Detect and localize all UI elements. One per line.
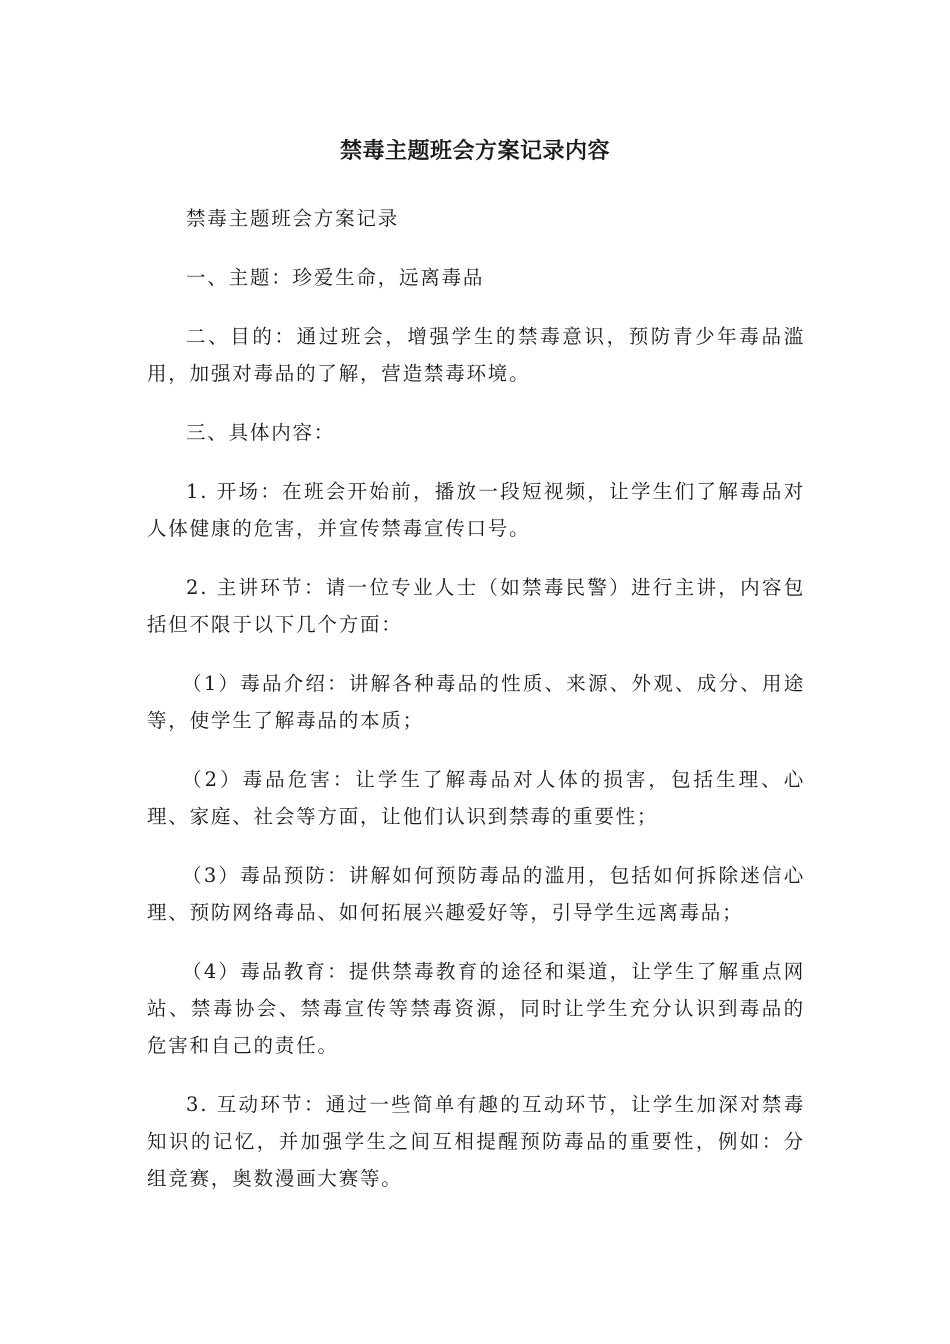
paragraph-content-heading: 三、具体内容： bbox=[186, 421, 336, 444]
paragraph-drug-prevention: （3）毒品预防：讲解如何预防毒品的滥用，包括如何拆除迷信心理、预防网络毒品、如何拓展兴趣爱好等，引导学生远离毒品； bbox=[147, 864, 805, 924]
paragraph-drug-harm: （2）毒品危害：让学生了解毒品对人体的损害，包括生理、心理、家庭、社会等方面，让他们认识到禁毒的重要性； bbox=[147, 768, 805, 828]
paragraph-theme: 一、主题：珍爱生命，远离毒品 bbox=[186, 266, 485, 289]
paragraph-interaction: 3. 互动环节：通过一些简单有趣的互动环节，让学生加深对禁毒知识的记忆，并加强学生之间互相提醒预防毒品的重要性，例如：分组竞赛，奥数漫画大赛等。 bbox=[147, 1093, 805, 1190]
document-title: 禁毒主题班会方案记录内容 bbox=[339, 139, 610, 164]
paragraph-purpose: 二、目的：通过班会，增强学生的禁毒意识，预防青少年毒品滥用，加强对毒品的了解，营造禁毒环境。 bbox=[147, 325, 805, 385]
paragraph-drug-education: （4）毒品教育：提供禁毒教育的途径和渠道，让学生了解重点网站、禁毒协会、禁毒宣传等禁毒资源，同时让学生充分认识到毒品的危害和自己的责任。 bbox=[147, 960, 805, 1057]
paragraph-lecture: 2. 主讲环节：请一位专业人士（如禁毒民警）进行主讲，内容包括但不限于以下几个方面： bbox=[147, 576, 805, 636]
paragraph-drug-intro: （1）毒品介绍：讲解各种毒品的性质、来源、外观、成分、用途等，使学生了解毒品的本质； bbox=[147, 672, 805, 732]
paragraph-opening: 1. 开场：在班会开始前，播放一段短视频，让学生们了解毒品对人体健康的危害，并宣传禁毒宣传口号。 bbox=[147, 480, 805, 540]
document-body bbox=[147, 200, 805, 1219]
paragraph-heading: 禁毒主题班会方案记录 bbox=[186, 207, 400, 230]
